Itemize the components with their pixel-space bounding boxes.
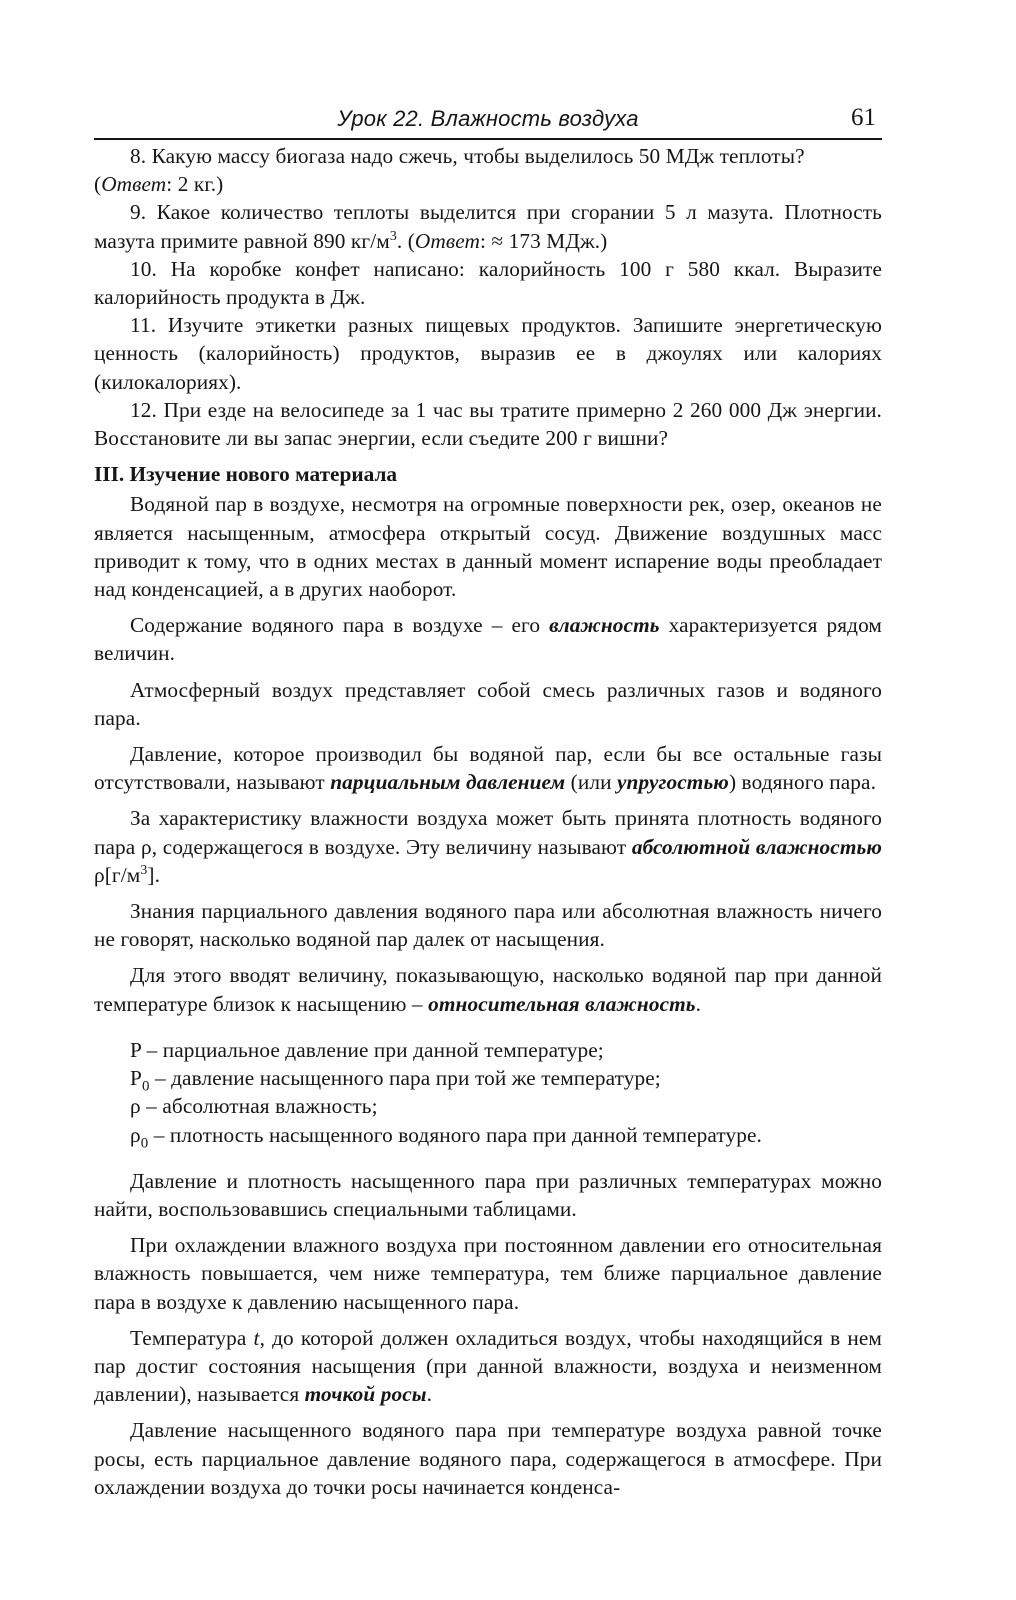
task-9: 9. Какое количество теплоты выделится при сгорании 5 л мазута. Плотность мазута примите равной 890 $кг/м^3$. (Ответ: ≈ 173 МДж.) xyxy=(94,200,882,253)
paragraph: Температура t, до которой должен охладиться воздух, чтобы находящийся в нем пар достиг состояния насыщения (при данной влажности, воздуха и неизменном давлении), называется точкой росы. xyxy=(94,1325,883,1407)
paragraph: Давление, которое производил бы водяной пар, если бы все остальные газы отсутствовали, называют парциальным давлением (или упругостью) водяного пара. xyxy=(94,742,882,795)
term-elasticity: упругостью xyxy=(617,770,729,795)
variable-t: t xyxy=(253,1325,260,1350)
task-8: 8. Какую массу биогаза надо сжечь, чтобы выделилось 50 МДж теплоты? (Ответ: 2 кг.) xyxy=(94,144,805,197)
paragraph: Для этого вводят величину, показывающую, насколько водяной пар при данной температуре близок к насыщению – относительная влажность. xyxy=(94,963,882,1016)
definition-item: $P_0$ – давление насыщенного пара при той же температуре; xyxy=(130,1066,661,1095)
task-10: 10. На коробке конфет написано: калорийность 100 г 580 ккал. Выразите калорийность продукта в Дж. xyxy=(94,256,882,310)
term-relative-humidity: относительная влажность xyxy=(428,991,696,1016)
paragraph: Знания парциального давления водяного пара или абсолютная влажность ничего не говорят, насколько водяной пар далек от насыщения. xyxy=(94,899,882,952)
term-absolute-humidity: абсолютной влажностью xyxy=(631,834,882,859)
definition-item: P – парциальное давление при данной температуре; xyxy=(130,1037,604,1062)
page-number: 61 xyxy=(851,104,876,131)
definition-item: ρ – абсолютная влажность; xyxy=(130,1094,378,1119)
paragraph: Атмосферный воздух представляет собой смесь различных газов и водяного пара. xyxy=(94,677,882,730)
term-humidity: влажность xyxy=(549,613,660,638)
task-12: 12. При езде на велосипеде за 1 час вы тратите примерно 2 260 000 Дж энергии. Восстановите ли вы запас энергии, если съедите 200 г вишни? xyxy=(94,397,882,451)
term-dew-point: точкой росы xyxy=(304,1382,427,1407)
running-header xyxy=(94,104,882,140)
paragraph: При охлаждении влажного воздуха при постоянном давлении его относительная влажность повышается, чем ниже температура, тем ближе парциальное давление пара в воздухе к давлению насыщенного пара. xyxy=(94,1233,882,1314)
lesson-title: Урок 22. Влажность воздуха xyxy=(337,106,639,131)
task-11: 11. Изучите этикетки разных пищевых продуктов. Запишите энергетическую ценность (калорийность) продуктов, выразив ее в джоулях или калориях (килокалориях). xyxy=(94,313,882,394)
paragraph: За характеристику влажности воздуха может быть принята плотность водяного пара ρ, содержащегося в воздухе. Эту величину называют абсолютной влажностью $\rho[г/м^3]$. xyxy=(94,806,882,887)
section-heading: III. Изучение нового материала xyxy=(94,462,398,487)
paragraph: Водяной пар в воздухе, несмотря на огромные поверхности рек, озер, океанов не является насыщенным, атмосфера открытый сосуд. Движение воздушных масс приводит к тому, что в одних местах в данный момент испарение воды преобладает над конденсацией, а в других наоборот. xyxy=(94,492,882,602)
term-partial-pressure: парциальным давлением xyxy=(330,770,566,795)
page-content xyxy=(94,142,882,1501)
paragraph: Содержание водяного пара в воздухе – его влажность характеризуется рядом величин. xyxy=(94,613,882,666)
paragraph: Давление и плотность насыщенного пара при различных температурах можно найти, воспользовавшись специальными таблицами. xyxy=(94,1168,882,1221)
definition-item: $\rho_0$ – плотность насыщенного водяного пара при данной температуре. xyxy=(130,1122,762,1151)
paragraph: Давление насыщенного водяного пара при температуре воздуха равной точке росы, есть парциальное давление водяного пара, содержащегося в атмосфере. При охлаждении воздуха до точки росы начинается конденса- xyxy=(94,1418,882,1499)
